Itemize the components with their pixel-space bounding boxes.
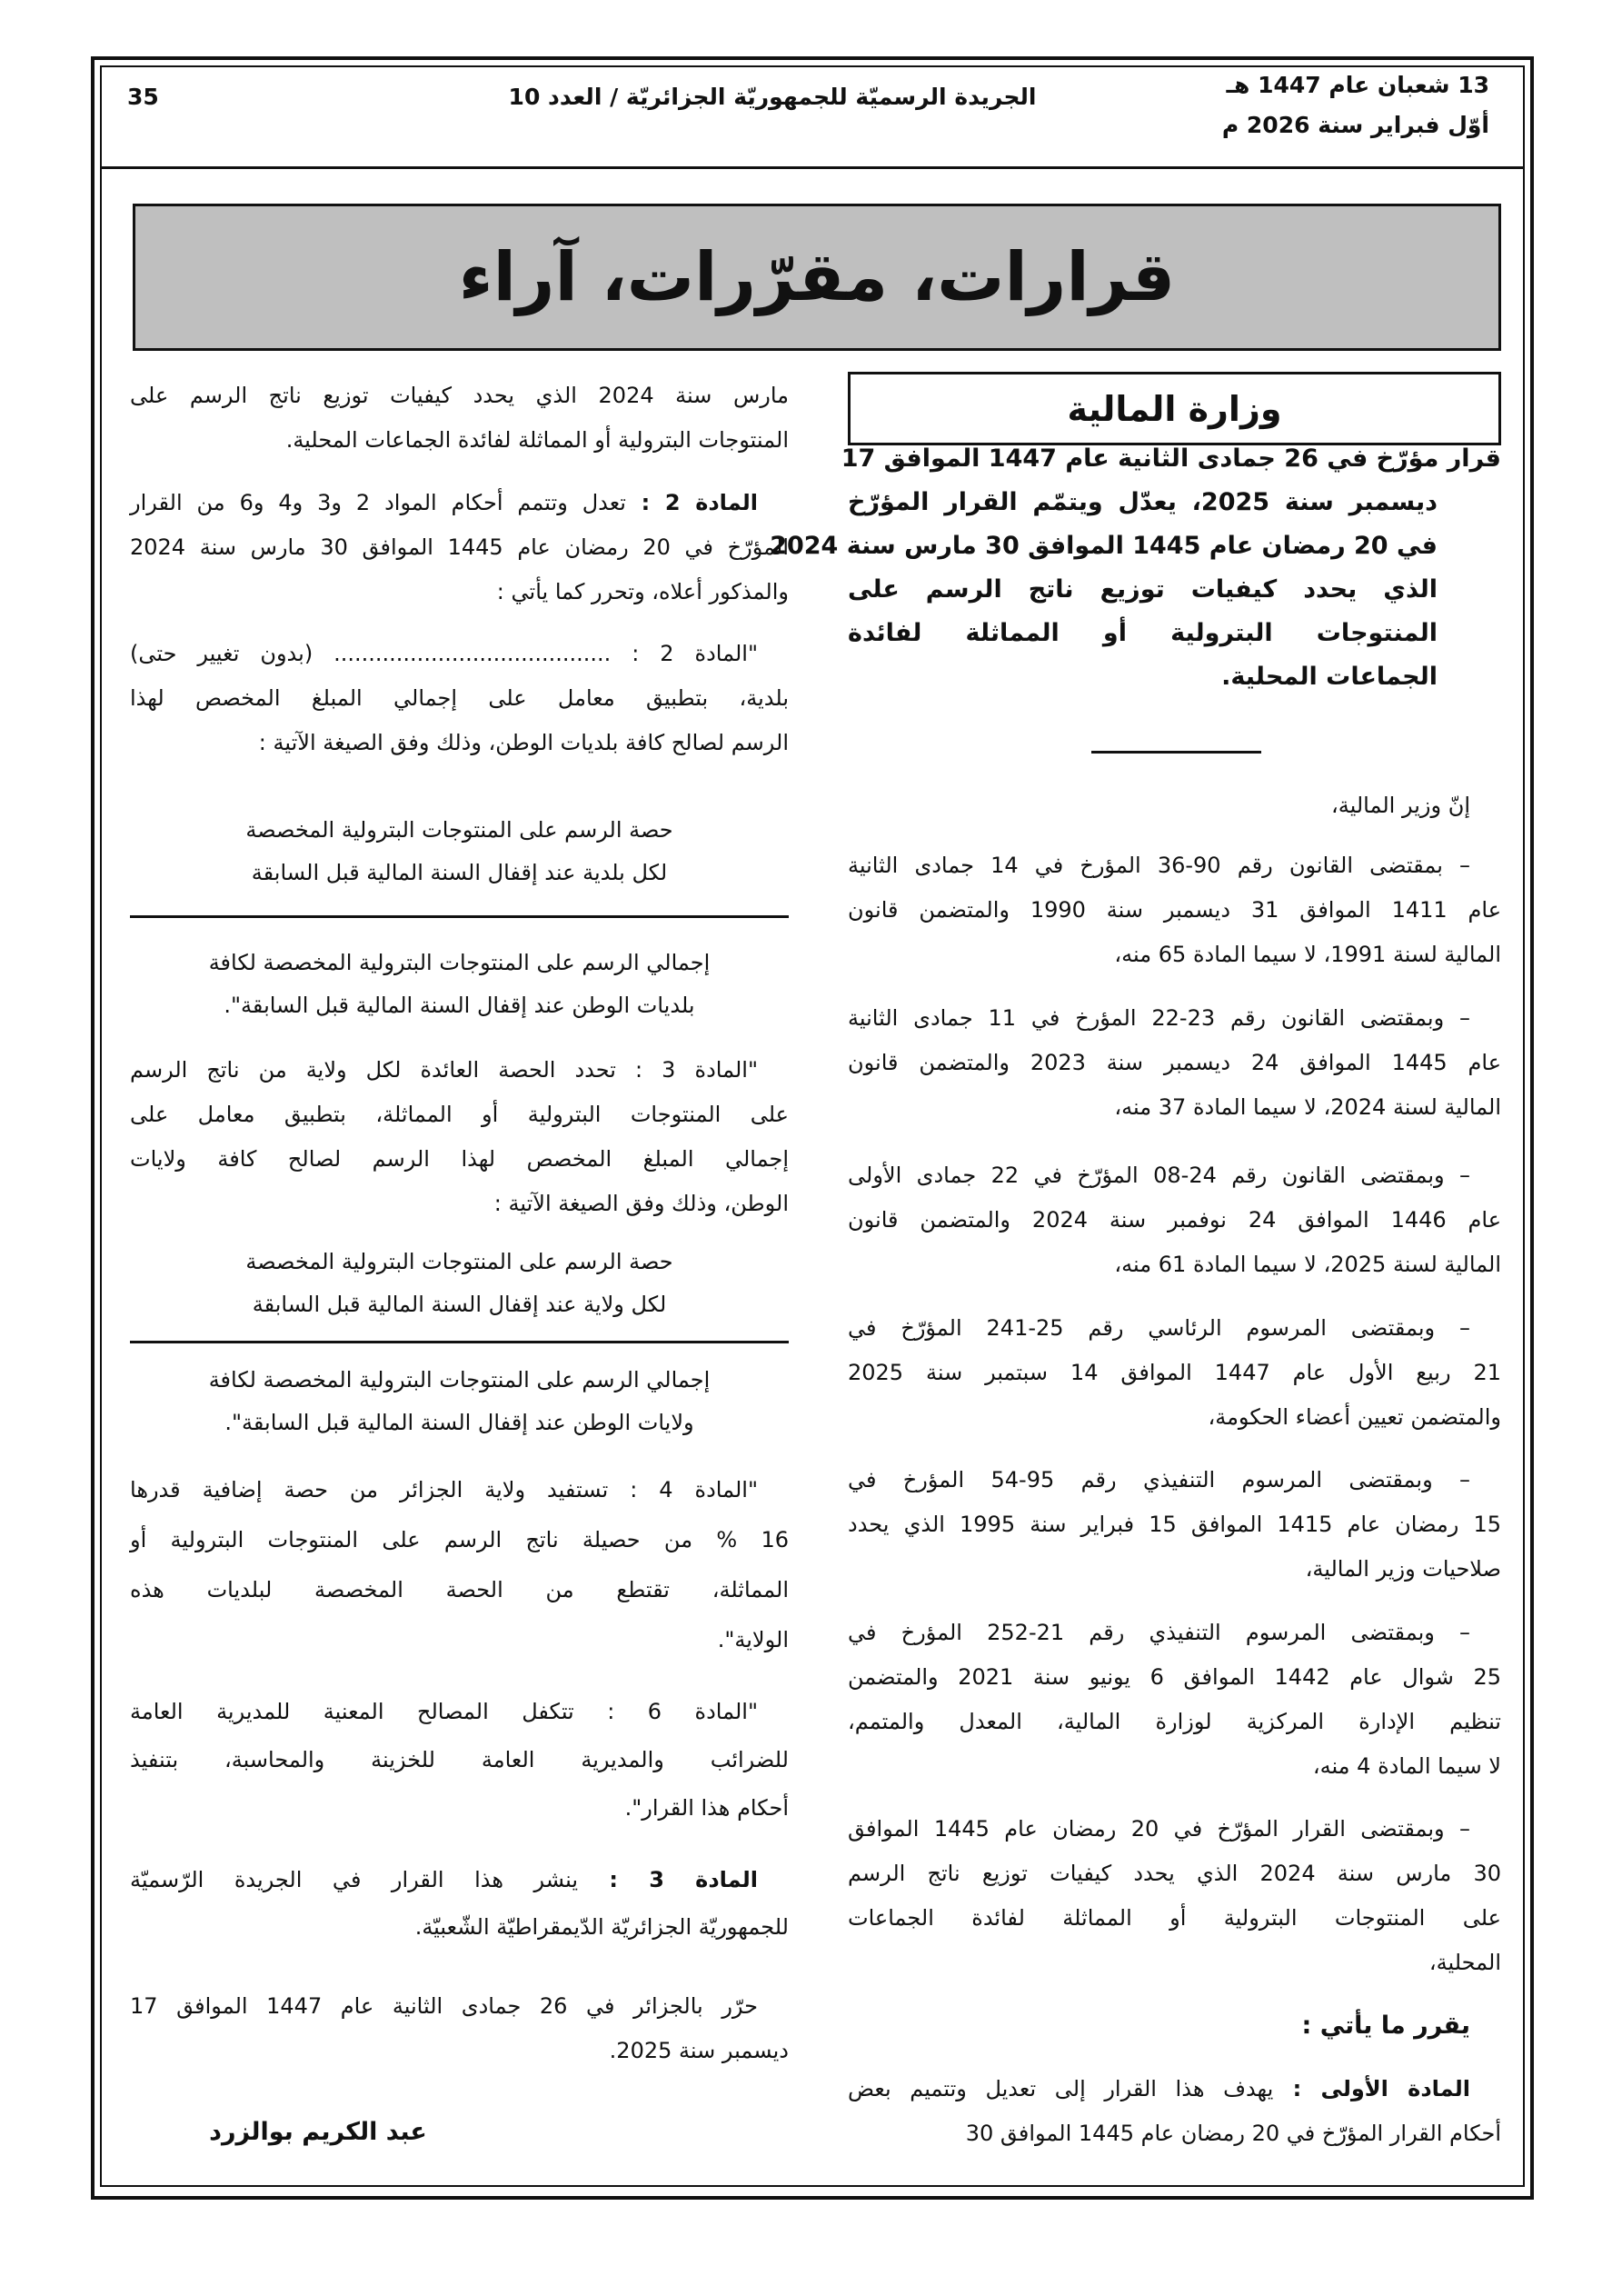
text-line: الذي يحدد كيفيات توزيع ناتج الرسم على [848,575,1438,604]
recital-5 [848,1458,1501,1592]
text-line: ديسمبر سنة 2025، يعدّل ويتمّم القرار المؤرّخ [848,488,1438,516]
recital-2 [848,996,1501,1130]
text-line: صلاحيات وزير المالية، [1305,1556,1501,1582]
text-line: للضرائب والمديرية العامة للخزينة والمحاسبة، بتنفيذ [130,1747,789,1772]
text-line: في 20 رمضان عام 1445 الموافق 30 مارس سنة 2024 [770,532,1438,560]
text-line: الرسم لصالح كافة بلديات الوطن، وذلك وفق الصيغة الآتية : [258,730,789,755]
text-line: إجمالي الرسم على المنتوجات البترولية المخصصة لكافة [208,950,711,975]
section-title-box [133,204,1501,351]
text-line: عام 1446 الموافق 24 نوفمبر سنة 2024 والمتضمن قانون [848,1207,1502,1233]
text-line: "المادة 3 : تحدد الحصة العائدة لكل ولاية من ناتج الرسم [130,1057,758,1083]
recital-6 [848,1611,1501,1789]
quoted-article-3 [130,1048,789,1226]
article-label: المادة 2 : [626,490,759,515]
continued-text [130,374,789,463]
text-line: والمتضمن تعيين أعضاء الحكومة، [1208,1404,1501,1430]
text-line: – وبمقتضى المرسوم الرئاسي رقم 25-241 المؤرّخ في [848,1315,1470,1341]
hijri-date: 13 شعبان عام 1447 هـ [1226,72,1489,98]
formula-1-numerator [130,809,789,894]
text-line: لكل ولاية عند إقفال السنة المالية قبل السابقة [252,1292,667,1317]
journal-title: الجريدة الرسميّة للجمهوريّة الجزائريّة / العدد 10 [508,84,1037,110]
text-line: على المنتوجات البترولية أو المماثلة، بتطبيق معامل على [130,1102,789,1127]
text-line: المؤرّخ في 20 رمضان عام 1445 الموافق 30 مارس سنة 2024 [130,534,789,560]
text-line: 16 % من حصيلة ناتج الرسم على المنتوجات البترولية أو [130,1527,789,1552]
text-line: الوطن، وذلك وفق الصيغة الآتية : [493,1191,789,1216]
header-divider [102,166,1523,169]
formula-1-denominator [130,942,789,1027]
gregorian-date: أوّل فبراير سنة 2026 م [1221,112,1489,138]
section-title: قرارات، مقرّرات، آراء [458,238,1176,316]
article-3-publication [130,1856,789,1951]
article-text: تعدل وتتمم أحكام المواد 2 و3 و4 و6 من القرار [130,490,626,515]
text-line: للجمهوريّة الجزائريّة الدّيمقراطيّة الشّعبيّة. [414,1914,789,1940]
text-line: – وبمقتضى المرسوم التنفيذي رقم 95-54 المؤرخ في [848,1467,1470,1492]
text-line: المالية لسنة 2024، لا سيما المادة 37 منه، [1114,1094,1501,1120]
article-text: يهدف هذا القرار إلى تعديل وتتميم بعض [848,2076,1274,2101]
formula-1-fraction-bar [130,915,789,918]
quoted-article-6 [130,1688,789,1832]
text-line: الجماعات المحلية. [1221,663,1438,691]
signature: عبد الكريم بوالزرد [209,2118,427,2146]
formula-2-denominator [130,1359,789,1444]
title-divider [1091,751,1261,754]
text-line: مارس سنة 2024 الذي يحدد كيفيات توزيع ناتج الرسم على [130,383,789,408]
text-line: بلدية، بتطبيق معامل على إجمالي المبلغ المخصص لهذا [130,685,789,711]
article-text: ينشر هذا القرار في الجريدة الرّسميّة [130,1867,579,1892]
text-line: المنتوجات البترولية أو المماثلة لفائدة الجماعات المحلية. [285,427,789,453]
article-label: المادة الأولى : [1273,2076,1470,2101]
text-line: لكل بلدية عند إقفال السنة المالية قبل السابقة [251,860,668,885]
text-line: بلديات الوطن عند إقفال السنة المالية قبل السابقة". [224,993,695,1018]
header-date [1222,65,1489,145]
text-line: أحكام هذا القرار". [624,1795,789,1821]
text-line: عام 1445 الموافق 24 ديسمبر سنة 2023 والمتضمن قانون [848,1050,1502,1075]
text-line: – وبمقتضى القانون رقم 23-22 المؤرخ في 11 جمادى الثانية [848,1005,1471,1031]
text-line: المنتوجات البترولية أو المماثلة لفائدة [848,619,1438,647]
ministry-name: وزارة المالية [1067,388,1282,429]
decision-title [770,437,1501,699]
text-line: حصة الرسم على المنتوجات البترولية المخصصة [245,817,673,843]
text-line: على المنتوجات البترولية أو المماثلة لفائدة الجماعات [848,1905,1501,1931]
text-line: المالية لسنة 2025، لا سيما المادة 61 منه، [1114,1252,1501,1277]
text-line [848,2067,1501,2111]
text-line: إنّ وزير المالية، [1331,793,1470,818]
text-line: يقرر ما يأتي : [1301,2011,1470,2040]
text-line [130,1856,789,1903]
text-line [130,481,789,525]
text-line: المماثلة، تقتطع من الحصة المخصصة لبلديات هذه [130,1577,789,1602]
text-line: الولاية". [717,1627,789,1652]
text-line: عام 1411 الموافق 31 ديسمبر سنة 1990 والمتضمن قانون [848,897,1502,923]
recital-1 [848,844,1501,977]
text-line: 25 شوال عام 1442 الموافق 6 يونيو سنة 2021 والمتضمن [848,1664,1501,1690]
text-line: ديسمبر سنة 2025. [609,2038,789,2063]
text-line: – بمقتضى القانون رقم 90-36 المؤرخ في 14 جمادى الثانية [848,853,1470,878]
text-line: – وبمقتضى المرسوم التنفيذي رقم 21-252 المؤرخ في [848,1620,1470,1645]
formula-2-fraction-bar [130,1341,789,1343]
text-line: إجمالي المبلغ المخصص لهذا الرسم لصالح كافة ولايات [130,1146,789,1172]
text-line: "المادة 6 : تتكفل المصالح المعنية للمديرية العامة [130,1699,758,1724]
text-line: إجمالي الرسم على المنتوجات البترولية المخصصة لكافة [208,1367,711,1393]
text-line: حرّر بالجزائر في 26 جمادى الثانية عام 1447 الموافق 17 [130,1993,758,2019]
quoted-article-2 [130,632,789,765]
text-line: "المادة 2 : ........................................ (بدون تغيير حتى) [130,641,758,666]
quoted-article-4 [130,1465,789,1665]
text-line: 21 ربيع الأول عام 1447 الموافق 14 سبتمبر سنة 2025 [848,1360,1501,1385]
text-line: حصة الرسم على المنتوجات البترولية المخصصة [245,1249,673,1274]
recital-4 [848,1306,1501,1440]
signing-date [130,1984,789,2073]
formula-2-numerator [130,1241,789,1326]
text-line: لا سيما المادة 4 منه، [1312,1753,1501,1779]
text-line: 30 مارس سنة 2024 الذي يحدد كيفيات توزيع ناتج الرسم [848,1861,1501,1886]
text-line: 15 رمضان عام 1415 الموافق 15 فبراير سنة 1995 الذي يحدد [848,1512,1502,1537]
text-line: – وبمقتضى القانون رقم 24-08 المؤرّخ في 22 جمادى الأولى [848,1163,1471,1188]
page-number: 35 [127,84,159,110]
article-2 [130,481,789,614]
ministry-box [848,372,1501,445]
text-line: "المادة 4 : تستفيد ولاية الجزائر من حصة إضافية قدرها [130,1477,758,1502]
text-line: المحلية، [1428,1950,1501,1975]
minister-line [848,784,1501,828]
text-line: قرار مؤرّخ في 26 جمادى الثانية عام 1447 الموافق 17 [841,444,1501,473]
text-line: أحكام القرار المؤرّخ في 20 رمضان عام 1445 الموافق 30 [965,2121,1501,2146]
decides-heading [848,2003,1501,2048]
text-line: والمذكور أعلاه، وتحرر كما يأتي : [496,579,789,604]
text-line: – وبمقتضى القرار المؤرّخ في 20 رمضان عام 1445 الموافق [848,1816,1471,1842]
text-line: تنظيم الإدارة المركزية لوزارة المالية، المعدل والمتمم، [848,1709,1501,1734]
recital-7 [848,1807,1501,1985]
recital-3 [848,1153,1501,1287]
text-line: المالية لسنة 1991، لا سيما المادة 65 منه، [1114,942,1501,967]
text-line: ولايات الوطن عند إقفال السنة المالية قبل السابقة". [224,1410,694,1435]
article-label: المادة 3 : [578,1867,758,1892]
article-1 [848,2067,1501,2156]
